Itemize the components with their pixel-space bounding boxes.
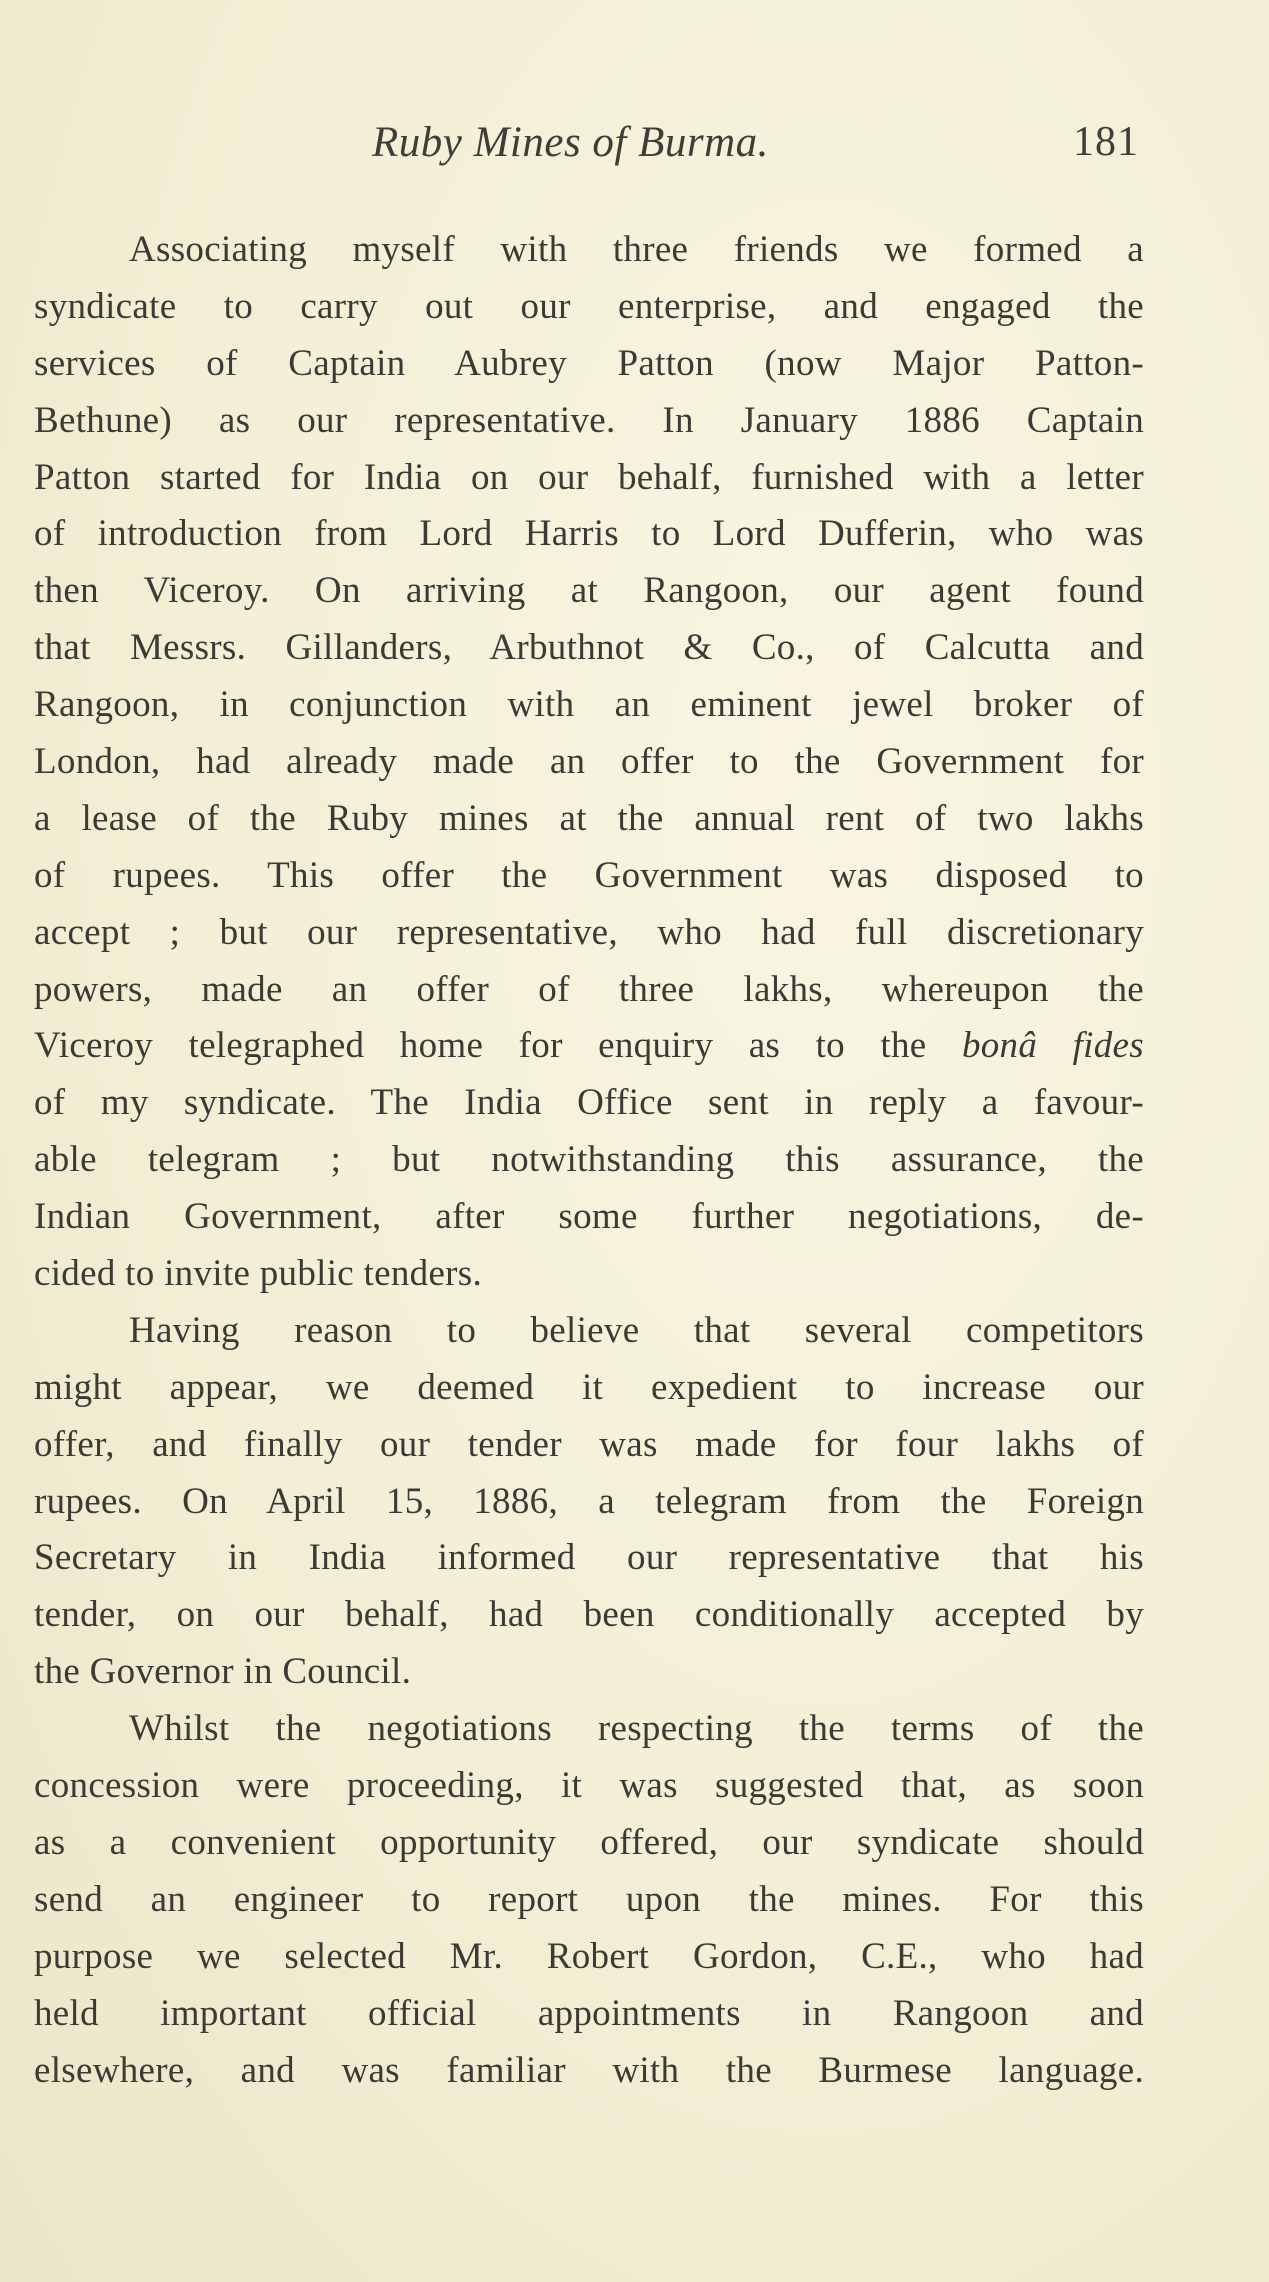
text-line — [34, 1986, 1144, 2043]
running-head — [0, 118, 1269, 178]
body-text — [34, 222, 1144, 2099]
text-line — [34, 1758, 1144, 1815]
text-line — [34, 1075, 1144, 1132]
text-line-content: rupees. On April 15, 1886, a telegram from the Foreign — [34, 1480, 1144, 1522]
text-line — [34, 677, 1144, 734]
text-line — [34, 1474, 1144, 1531]
text-line — [34, 393, 1144, 450]
text-line — [34, 563, 1144, 620]
text-line-content: Viceroy telegraphed home for enquiry as to the — [34, 1025, 962, 1067]
text-line-content: cided to invite public tenders. — [34, 1253, 483, 1295]
text-line — [34, 1815, 1144, 1872]
text-line — [34, 2043, 1144, 2100]
text-line-content: Associating myself with three friends we formed a — [129, 229, 1144, 270]
text-line-content: Whilst the negotiations respecting the terms of the — [129, 1708, 1144, 1750]
text-line-content: a lease of the Ruby mines at the annual rent of two lakhs — [34, 797, 1144, 839]
text-line — [34, 791, 1144, 848]
text-line — [34, 279, 1144, 336]
text-line-content: syndicate to carry out our enterprise, and engaged the — [34, 285, 1144, 327]
text-line — [34, 1701, 1144, 1758]
text-line-content: of my syndicate. The India Office sent in reply a favour- — [34, 1082, 1144, 1124]
text-line-content: powers, made an offer of three lakhs, whereupon the — [34, 968, 1144, 1010]
text-line — [34, 1132, 1144, 1189]
text-line-content: elsewhere, and was familiar with the Burmese language. — [34, 2049, 1144, 2091]
text-line-content: Rangoon, in conjunction with an eminent jewel broker of — [34, 684, 1144, 726]
text-line — [34, 905, 1144, 962]
text-line — [34, 962, 1144, 1019]
italic-phrase: bonâ fides — [961, 1025, 1144, 1067]
text-line-content: might appear, we deemed it expedient to increase our — [34, 1366, 1144, 1408]
text-line-content: of rupees. This offer the Government was disposed to — [34, 854, 1144, 896]
text-line — [34, 1417, 1144, 1474]
text-line — [34, 1530, 1144, 1587]
text-line — [34, 1018, 1144, 1075]
text-line-content: concession were proceeding, it was suggested that, as soon — [34, 1765, 1144, 1807]
text-line-content: the Governor in Council. — [34, 1651, 412, 1693]
text-line-content: then Viceroy. On arriving at Rangoon, our agent found — [34, 570, 1144, 612]
text-line-content: able telegram ; but notwithstanding this assurance, the — [34, 1139, 1144, 1181]
running-title: Ruby Mines of Burma. — [372, 119, 769, 166]
text-line-content: Secretary in India informed our representative that his — [34, 1537, 1144, 1579]
text-line — [34, 336, 1144, 393]
text-line-content: accept ; but our representative, who had full discretionary — [34, 911, 1144, 953]
text-line — [34, 222, 1144, 279]
text-line-content: Having reason to believe that several competitors — [129, 1309, 1144, 1351]
text-line — [34, 1246, 1144, 1303]
text-line — [34, 1644, 1144, 1701]
text-line-content: held important official appointments in Rangoon and — [34, 1992, 1144, 2034]
text-line — [34, 506, 1144, 563]
text-line-content: services of Captain Aubrey Patton (now Major Patton- — [34, 342, 1144, 384]
text-line — [34, 1587, 1144, 1644]
text-line — [34, 450, 1144, 507]
text-line — [34, 1929, 1144, 1986]
text-line-content: offer, and finally our tender was made for four lakhs of — [34, 1423, 1144, 1465]
page-number: 181 — [1073, 119, 1139, 165]
text-line-content: purpose we selected Mr. Robert Gordon, C.E., who had — [34, 1935, 1144, 1977]
text-line — [34, 620, 1144, 677]
text-line-content: of introduction from Lord Harris to Lord Dufferin, who was — [34, 513, 1144, 555]
text-line-content: Patton started for India on our behalf, furnished with a letter — [34, 456, 1144, 498]
text-line-content: Indian Government, after some further negotiations, de- — [34, 1196, 1144, 1238]
text-line — [34, 1303, 1144, 1360]
text-line — [34, 1189, 1144, 1246]
text-line-content: that Messrs. Gillanders, Arbuthnot & Co., of Calcutta and — [34, 627, 1144, 669]
text-line — [34, 1872, 1144, 1929]
text-line — [34, 734, 1144, 791]
text-line-content: London, had already made an offer to the Government for — [34, 741, 1144, 783]
text-line-content: send an engineer to report upon the mines. For this — [34, 1878, 1144, 1920]
text-line — [34, 848, 1144, 905]
text-line-content: tender, on our behalf, had been conditionally accepted by — [34, 1594, 1144, 1636]
text-line-content: as a convenient opportunity offered, our syndicate should — [34, 1821, 1144, 1863]
text-line — [34, 1360, 1144, 1417]
text-line-content: Bethune) as our representative. In January 1886 Captain — [34, 399, 1144, 441]
